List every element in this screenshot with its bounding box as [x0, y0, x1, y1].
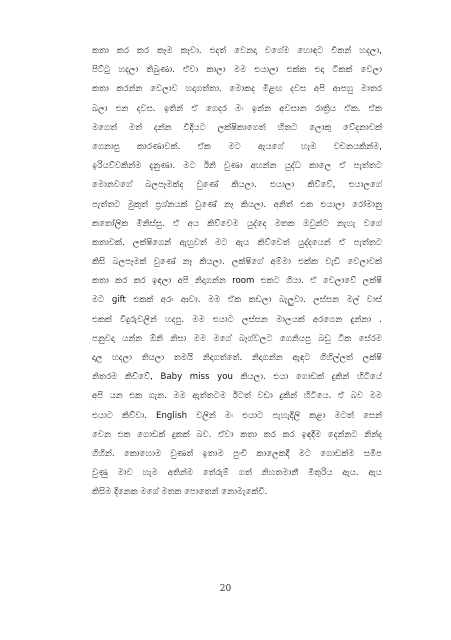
text-line: මොනවගේ බලපෑමක්ද වුණේ කියලා. එයාලා කිව්වේ, එයාලගේ [92, 180, 382, 191]
text-line: එකක් විදුරුවලින් හදපු. මම එයාට ලස්සන මාලයක් අරගෙන දුන්නා . [92, 314, 382, 325]
text-line: කතා කරන්න වෙලාව හදාගත්තා. මොකද මීළඟ දවස අපි ආපහු මාතර [92, 84, 382, 95]
text-line: ගෙනාපු කාරණාවක්. ඒක මට ඇයගේ හැම වචනයකින්ම, [92, 141, 382, 152]
text-line: කතා කර කර ඉඳලා අපි නිදාගන්න room එකට ගියා. ඒ වෙලාවේ ලක්ෂි [92, 276, 382, 287]
text-line: කතා කර කර කෑම කෑවා. එදත් වෙනදා වගේම හොඳට චිකන් හදලා, [92, 46, 382, 56]
body-text [92, 42, 382, 503]
page-number: 20 [219, 584, 232, 594]
text-line: පනුවදා යන්න ඕනි නිසා මම මගේ බෑග්වලට ගෙනියපු බඩු ටික සේරම [92, 333, 382, 344]
text-line: මට gift එකක් අරං ආවා. මම ඒක කඩලා බැලුවා. ලස්සන මල් වාස් [92, 295, 382, 306]
text-line: අපි යන එක ගැන. මම ඇත්තටම ඊටත් වඩා දුකින් හිටියෙ. ඒ බව මම [92, 391, 382, 402]
text-line: මගෙත් මත් දන්න විදියට ලක්ෂිකාගෙත් හිතට ලොකු වේදනාවක් [92, 122, 382, 133]
text-line: කිසි බලපෑමක් වුණේ නෑ කියලා. ලක්ෂිගේ අම්මා එක්ක වැඩි වෙලාවක් [92, 257, 382, 268]
text-line: ඉරියව්වකින්ම දැනුණා. මට ඊනි වුණා අහන්න යුද්ධ කාලෙ ඒ පැත්තට [92, 161, 382, 172]
text-line: ගිහින්. කොහොම වුණත් ඉතාම පුංචි කාලෙකදී මට ගොඩක්ම සමීප [92, 448, 382, 459]
text-line: බලා එන දවස. ඉතින් ඒ ගෙදර මං ඉන්න අවසාන රාත්‍රිය ඒක. ඒක [92, 103, 382, 114]
text-line: දාල හදලා තියලා තමයි නිදාගත්තේ. නිදාගන්න ඇඳට ගිහිල්ලත් ලක්ෂි [92, 353, 382, 363]
text-line: කතාවක්. ලක්ෂිගෙන් ඇහුවත් මට ඇය කිව්වෙත් යුද්දයෙන් ඒ පැත්තට [92, 237, 382, 248]
text-line: පැත්තට මුකුත් ප්‍රශ්නයක් වුණේ නෑ කියලා. අනිත් එක එයාලා රෝමානු [92, 199, 382, 210]
text-line: කිසිම දිනෙක මගේ මතක පොතෙන් නොමැකේවී. [92, 487, 268, 498]
text-line: වෙන එක ගොඩක් දුකක් බව. ඒවා කතා කර කර ඉඳදීම දෙන්නට නින්ද [92, 429, 382, 440]
text-line: කතෝලික මිනිස්සු. ඒ අය කිව්වෙම යුද්දෙ මතක ඔවුන්ට නැහැ වගේ [92, 218, 382, 229]
text-line: නිතරම කිව්වේ, Baby miss you කියලා. එයා ගොඩක් දුකින් හිටියේ [92, 372, 382, 383]
text-line: වුණු මාව හැම අතින්ම තේරුම් ගත් නිහතමානී මිතුරිය ඇය. ඇය [92, 468, 382, 479]
text-line: පිට්ටු හදලා තිබුණා. ඒවා කාලා මම එයාලා එක්ක එදා ටිකක් වෙලා [92, 65, 382, 76]
text-line: එයාට කිව්වා. English වලින් මං එයාට පැහැදිලි කළා මටත් සෙන් [92, 410, 382, 421]
